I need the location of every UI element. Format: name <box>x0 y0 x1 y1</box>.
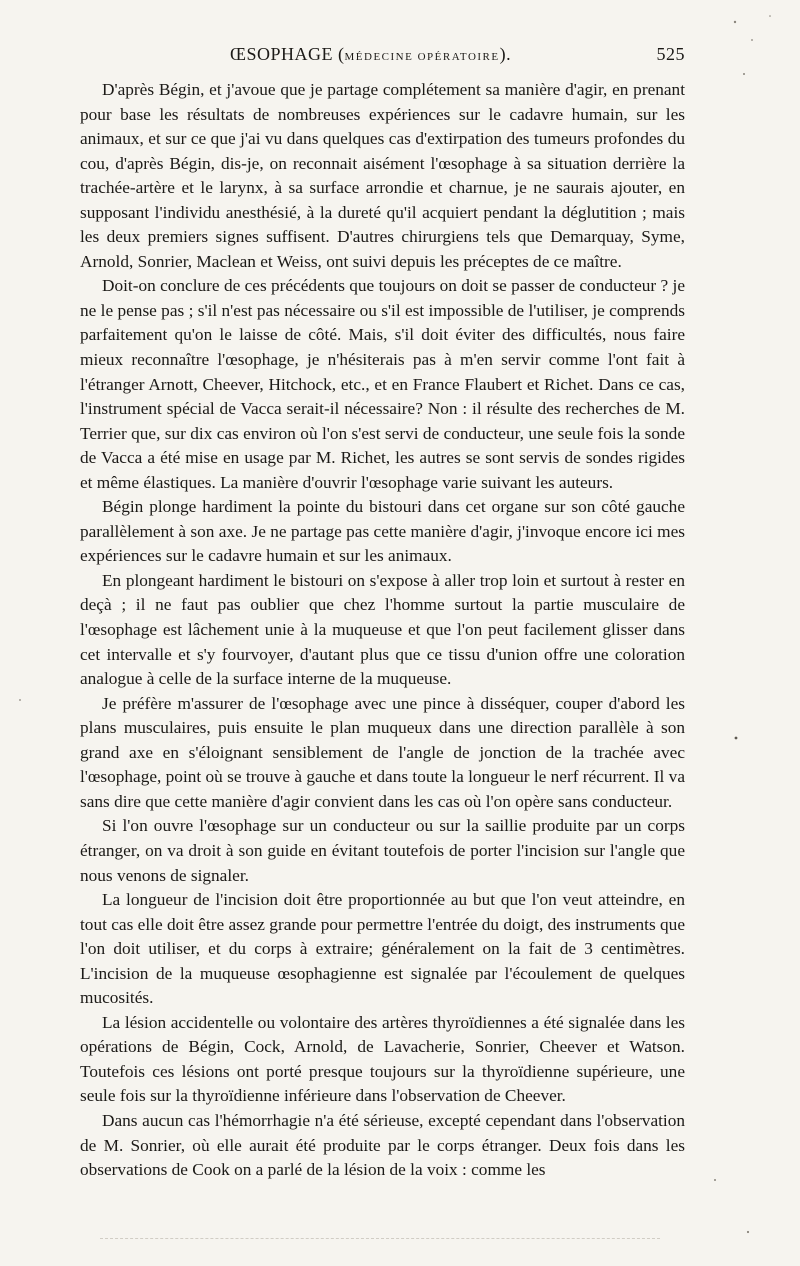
paragraph-begin-method: D'après Bégin, et j'avoue que je partage complétement sa manière d'agir, en prenant pour base les résultats de nombreuses expériences sur le cadavre humain, sur les animaux, et sur ce que j'ai vu dans quelques cas d'extirpation des tumeurs profondes du cou, d'après Bégin, dis-je, on reconnait aisément l'œsophage à sa situation derrière la trachée-artère et le larynx, à sa surface arrondie et charnue, je ne saurais ajouter, en supposant l'individu anesthésié, à la dureté qu'il acquiert pendant la déglutition ; mais les deux premiers signes suffisent. D'autres chirurgiens tels que Demarquay, Syme, Arnold, Sonrier, Maclean et Weiss, ont suivi depuis les préceptes de ce maître. <box>80 80 685 271</box>
running-title <box>230 44 511 65</box>
running-head <box>80 44 685 74</box>
paragraph-longueur-incision: La longueur de l'incision doit être proportionnée au but que l'on veut atteindre, en tout cas elle doit être assez grande pour permettre l'entrée du doigt, des instruments que l'on doit utiliser, et du corps à extraire; généralement on la fait de 3 centimètres. L'incision de la muqueuse œsophagienne est signalée par l'écoulement de quelques mucosités. <box>80 890 685 1008</box>
running-title-main: ŒSOPHAGE ( <box>230 44 345 64</box>
paragraph-conducteur: Doit-on conclure de ces précédents que toujours on doit se passer de conducteur ? je ne le pense pas ; s'il n'est pas nécessaire ou s'il est impossible de l'utiliser, je comprends parfaitement qu'on le laisse de côté. Mais, s'il doit éviter des difficultés, nous faire mieux reconnaître l'œsophage, je n'hésiterais pas à m'en servir comme l'ont fait à l'étranger Arnott, Cheever, Hitchock, etc., et en France Flaubert et Richet. Dans ce cas, l'instrument spécial de Vacca serait-il nécessaire? Non : il résulte des recherches de M. Terrier que, sur dix cas environ où l'on s'est servi de conducteur, une seule fois la sonde de Vacca a été mise en usage par M. Richet, les autres se sont servis de sondes rigides et même élastiques. La manière d'ouvrir l'œsophage varie suivant les auteurs. <box>80 276 685 492</box>
running-title-close: ). <box>499 44 512 64</box>
page-number: 525 <box>656 44 685 64</box>
bottom-margin-dots <box>100 1238 660 1239</box>
paragraph-plongeant: En plongeant hardiment le bistouri on s'expose à aller trop loin et surtout à rester en deçà ; il ne faut pas oublier que chez l'homme surtout la partie musculaire de l'œsophage est lâchement unie à la muqueuse et que l'on peut facilement glisser dans cet intervalle et s'y fourvoyer, d'autant plus que ce tissu d'union offre une coloration analogue à celle de la surface interne de la muqueuse. <box>80 570 685 689</box>
paragraph-begin-bistouri: Bégin plonge hardiment la pointe du bistouri dans cet organe sur son côté gauche parallèlement à son axe. Je ne partage pas cette manière d'agir, j'invoque encore ici mes expériences sur le cadavre humain et sur les animaux. <box>80 497 685 566</box>
paragraph-pince: Je préfère m'assurer de l'œsophage avec une pince à disséquer, couper d'abord les plans musculaires, puis ensuite le plan muqueux dans une direction parallèle à son grand axe en s'éloignant sensiblement de l'angle de jonction de la trachée avec l'œsophage, point où se trouve à gauche et dans toute la longueur le nerf récurrent. Il va sans dire que cette manière d'agir convient dans les cas où l'on opère sans conducteur. <box>80 693 685 811</box>
paragraph-conducteur-saillie: Si l'on ouvre l'œsophage sur un conducteur ou sur la saillie produite par un corps étranger, on va droit à son guide en évitant toutefois de porter l'incision sur l'angle que nous venons de signaler. <box>80 816 685 885</box>
paragraph-hemorrhagie: Dans aucun cas l'hémorrhagie n'a été sérieuse, excepté cependant dans l'observation de M. Sonrier, où elle aurait été produite par le corps étranger. Deux fois dans les observations de Cook on a parlé de la lésion de la voix : comme les <box>80 1110 685 1180</box>
body-text <box>80 78 685 1183</box>
paragraph-lesion-arteres: La lésion accidentelle ou volontaire des artères thyroïdiennes a été signalée dans les opérations de Bégin, Cock, Arnold, de Lavacherie, Sonrier, Cheever et Watson. Toutefois ces lésions ont porté presque toujours sur la thyroïdienne supérieure, une seule fois sur la thyroïdienne inférieure dans l'observation de Cheever. <box>80 1012 685 1106</box>
running-title-section: MÉDECINE OPÉRATOIRE <box>344 51 500 63</box>
